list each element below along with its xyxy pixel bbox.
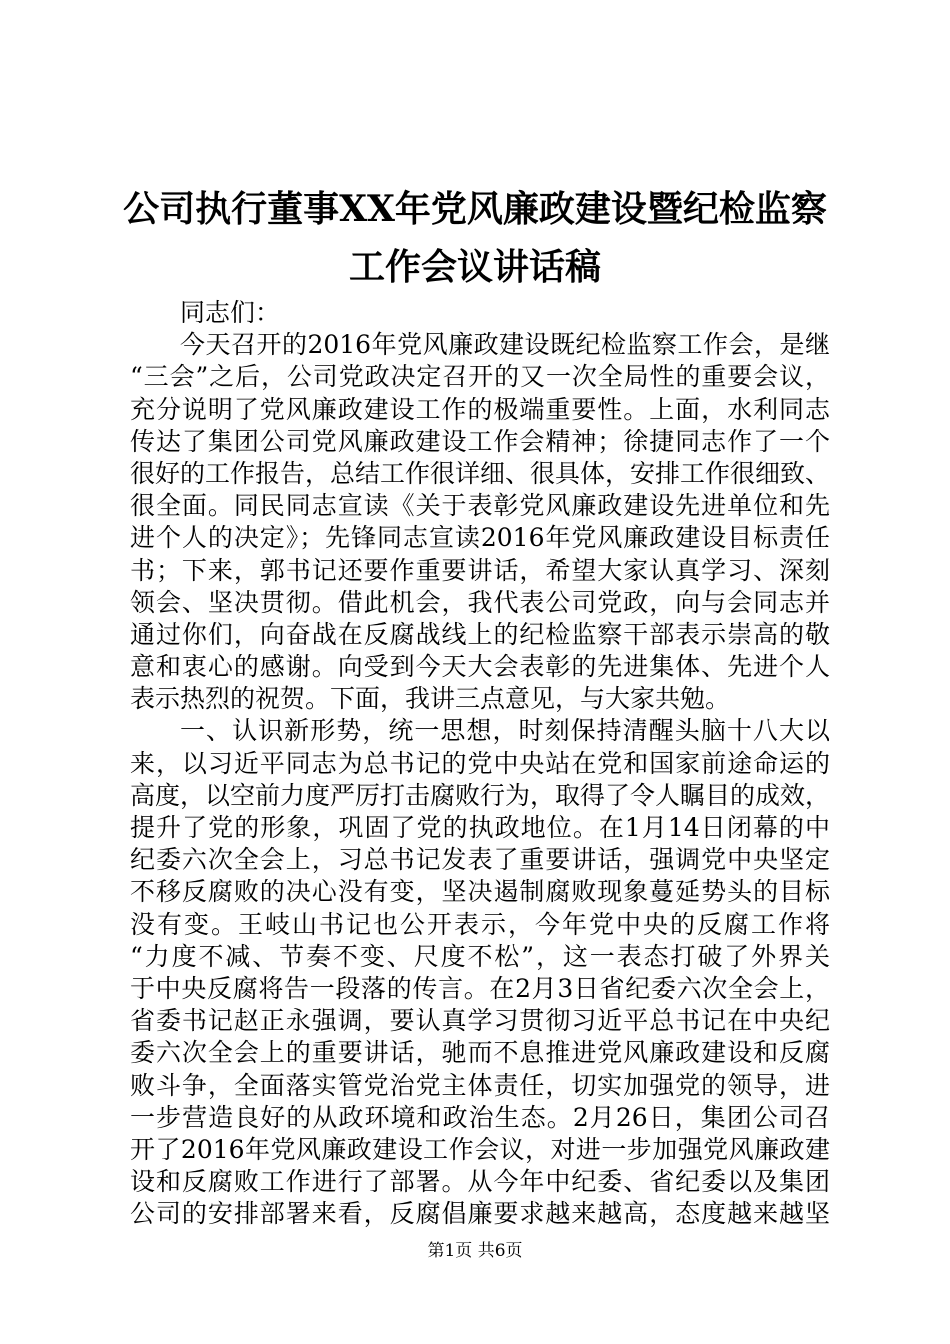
body-line: 开了2016年党风廉政建设工作会议，对进一步加强党风廉政建 [130,1134,830,1164]
body-line: 书；下来，郭书记还要作重要讲话，希望大家认真学习、深刻 [130,555,830,585]
body-line: 委六次全会上的重要讲话，驰而不息推进党风廉政建设和反腐 [130,1038,830,1068]
body-line: 于中央反腐将告一段落的传言。在2月3日省纪委六次全会上， [130,973,830,1003]
body-line: 领会、坚决贯彻。借此机会，我代表公司党政，向与会同志并 [130,587,830,617]
body-line: 败斗争，全面落实管党治党主体责任，切实加强党的领导，进 [130,1070,830,1100]
page-number-footer: 第1页 共6页 [427,1241,523,1261]
document-title-line-2: 工作会议讲话稿 [348,246,601,288]
body-line: 传达了集团公司党风廉政建设工作会精神；徐捷同志作了一个 [130,426,830,456]
body-line: 很好的工作报告，总结工作很详细、很具体，安排工作很细致、 [130,458,831,488]
body-line: 来，以习近平同志为总书记的党中央站在党和国家前途命运的 [130,748,830,778]
body-line: 进个人的决定》；先锋同志宣读2016年党风廉政建设目标责任 [130,523,830,553]
body-line: 意和衷心的感谢。向受到今天大会表彰的先进集体、先进个人 [130,652,830,682]
document-body [130,297,830,1230]
body-line: 公司的安排部署来看，反腐倡廉要求越来越高，态度越来越坚 [130,1199,830,1229]
body-line: 高度，以空前力度严厉打击腐败行为，取得了令人瞩目的成效， [130,780,831,810]
body-line: 充分说明了党风廉政建设工作的极端重要性。上面，水利同志 [130,394,830,424]
section-heading-line: 一、认识新形势，统一思想，时刻保持清醒头脑十八大以 [180,716,830,746]
body-line: 不移反腐败的决心没有变，坚决遏制腐败现象蔓延势头的目标 [130,877,830,907]
body-line: 纪委六次全会上，习总书记发表了重要讲话，强调党中央坚定 [130,845,830,875]
document-title-line-1: 公司执行董事XX年党风廉政建设暨纪检监察 [123,188,827,230]
body-line: “力度不减、节奏不变、尺度不松”，这一表态打破了外界关 [130,941,830,971]
body-line: 很全面。同民同志宣读《关于表彰党风廉政建设先进单位和先 [130,491,830,521]
body-line: 没有变。王岐山书记也公开表示，今年党中央的反腐工作将 [130,909,830,939]
body-line: 提升了党的形象，巩固了党的执政地位。在1月14日闭幕的中 [130,813,830,842]
body-line: 省委书记赵正永强调，要认真学习贯彻习近平总书记在中央纪 [130,1006,830,1036]
body-line: 今天召开的2016年党风廉政建设既纪检监察工作会，是继 [180,330,830,360]
salutation: 同志们： [180,298,281,327]
body-line: 设和反腐败工作进行了部署。从今年中纪委、省纪委以及集团 [130,1167,830,1197]
body-line: 一步营造良好的从政环境和政治生态。2月26日，集团公司召 [130,1102,830,1132]
body-line: “三会”之后，公司党政决定召开的又一次全局性的重要会议， [130,362,830,392]
body-line: 通过你们，向奋战在反腐战线上的纪检监察干部表示崇高的敬 [130,619,830,649]
body-line: 表示热烈的祝贺。下面，我讲三点意见，与大家共勉。 [130,684,731,714]
